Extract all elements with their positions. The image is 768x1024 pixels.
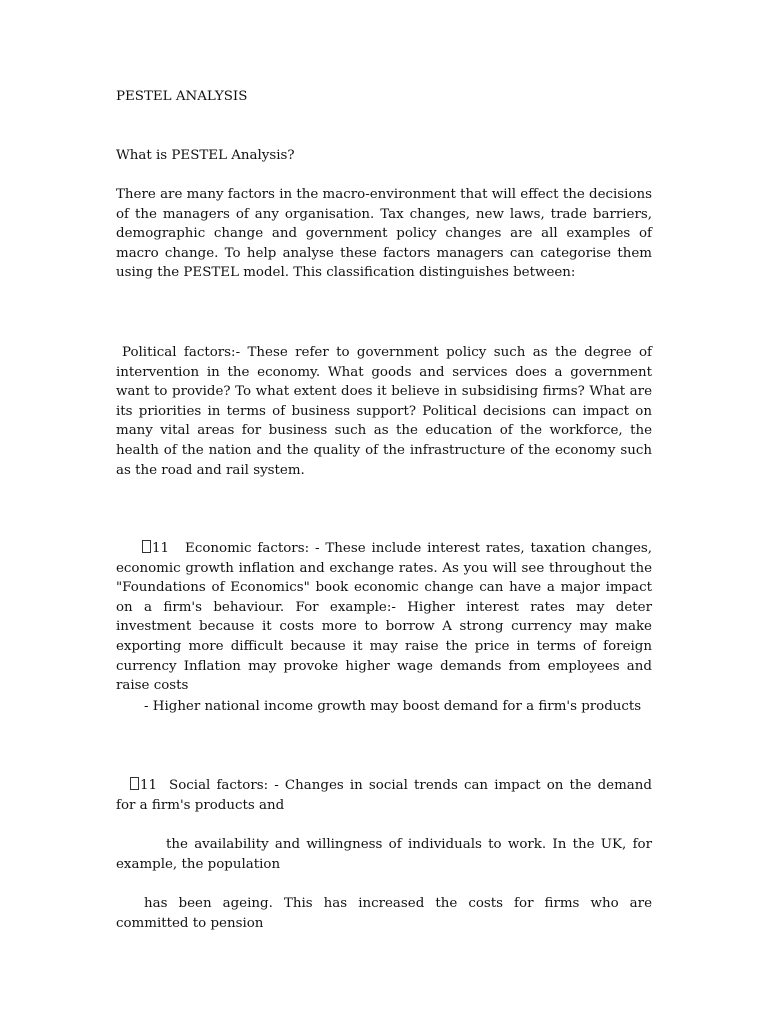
section-heading xyxy=(116,146,652,166)
social-marker: 11 xyxy=(140,778,158,793)
missing-glyph-icon xyxy=(130,777,139,790)
bullet-higher-income-text: - Higher national income growth may boost demand for a firm's products xyxy=(144,699,642,714)
social-paragraph-2-text: the availability and willingness of individuals to work. In the UK, for example, the population xyxy=(116,837,652,872)
social-paragraph-2 xyxy=(116,835,652,874)
intro-paragraph xyxy=(116,185,652,283)
economic-paragraph-text: Economic factors: - These include interest rates, taxation changes, economic growth inflation and exchange rates. As you will see throughout the "Foundations of Economics" book economic change can have a major impact on a firm's behaviour. For example:- Higher interest rates may deter investment because it costs more to borrow A strong currency may make exporting more difficult because it may raise the price in terms of foreign currency Inflation may provoke higher wage demands from employees and raise costs xyxy=(116,541,652,694)
document-title-text: PESTEL ANALYSIS xyxy=(116,89,248,104)
economic-paragraph xyxy=(116,539,652,696)
economic-marker: 11 xyxy=(152,541,170,556)
document-title xyxy=(116,87,652,107)
section-heading-text: What is PESTEL Analysis? xyxy=(116,148,295,163)
intro-paragraph-text: There are many factors in the macro-environment that will effect the decisions of the managers of any organisation. Tax changes, new laws, trade barriers, demographic change and government policy changes are all examples of macro change. To help analyse these factors managers can categorise them using the PESTEL model. This classification distinguishes between: xyxy=(116,187,652,281)
bullet-higher-income xyxy=(144,697,664,717)
social-paragraph-1 xyxy=(116,776,652,815)
missing-glyph-icon xyxy=(142,540,151,553)
social-paragraph-3-text: has been ageing. This has increased the costs for firms who are committed to pension xyxy=(116,896,652,931)
social-paragraph-3 xyxy=(116,894,652,933)
political-paragraph-text: Political factors:- These refer to government policy such as the degree of intervention in the economy. What goods and services does a government want to provide? To what extent does it believe in subsidising firms? What are its priorities in terms of business support? Political decisions can impact on many vital areas for business such as the education of the workforce, the health of the nation and the quality of the infrastructure of the economy such as the road and rail system. xyxy=(116,345,652,478)
political-paragraph xyxy=(116,343,652,480)
social-paragraph-1-text: Social factors: - Changes in social trends can impact on the demand for a firm's products and xyxy=(116,778,652,813)
